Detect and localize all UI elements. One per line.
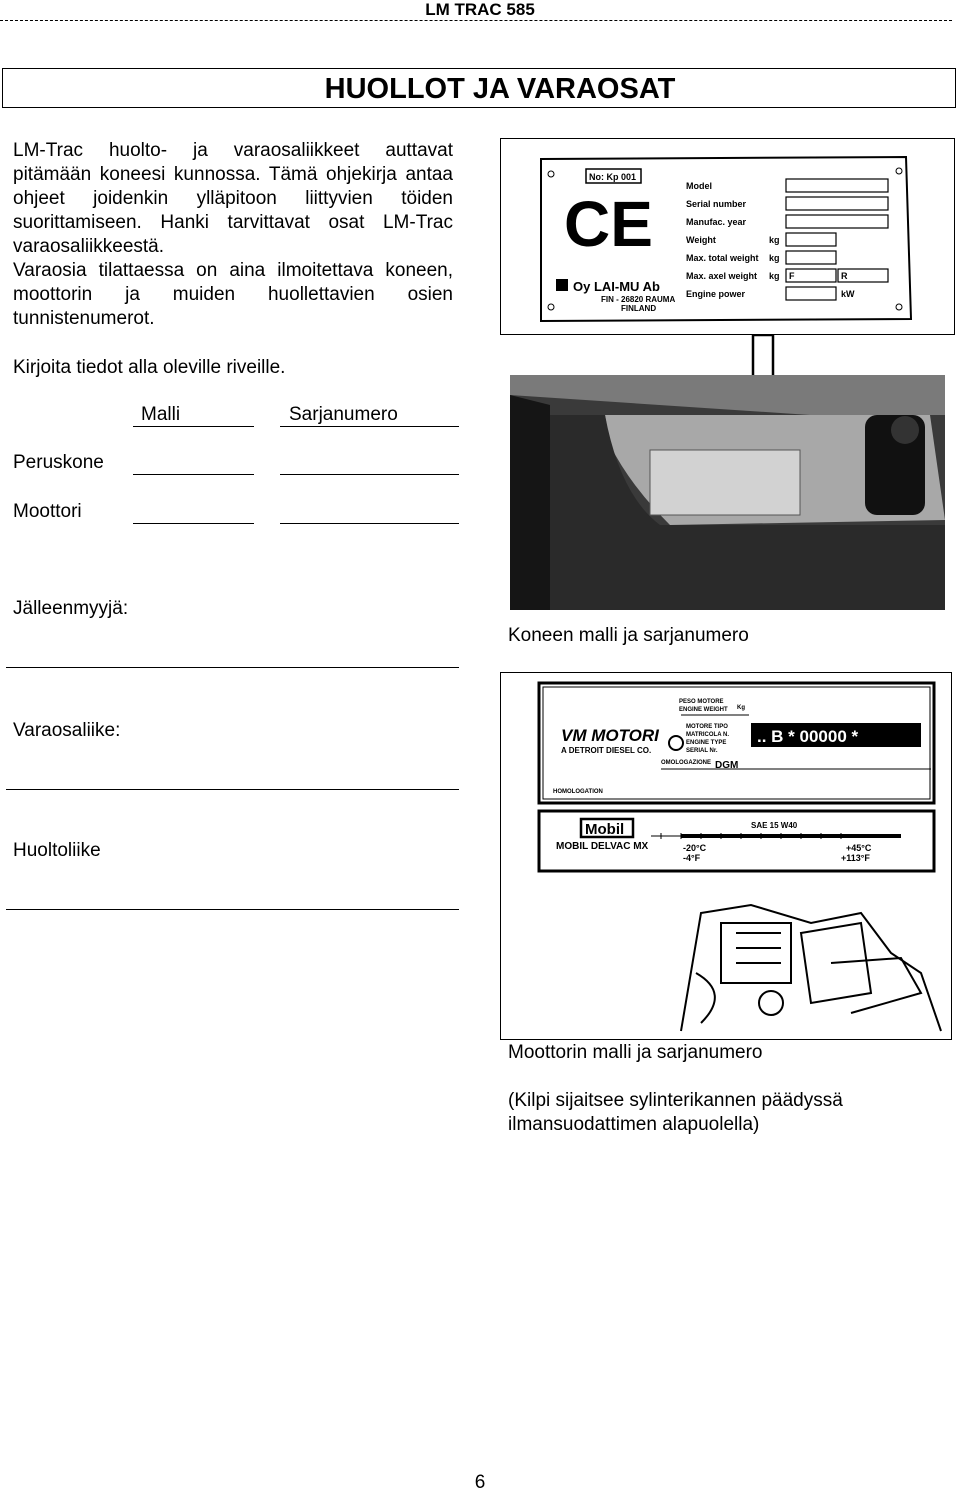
maker-name-text: Oy LAI-MU Ab	[573, 279, 660, 294]
unit-total-kg: kg	[769, 253, 780, 263]
oil-brand-text: Mobil	[585, 821, 625, 838]
homologation-text: HOMOLOGATION	[553, 789, 603, 795]
dealer-field[interactable]	[6, 667, 459, 668]
kg-text: Kg	[737, 705, 745, 711]
unit-front-axle: F	[789, 271, 795, 281]
plate-field-weight: Weight	[686, 235, 716, 245]
dealer-label: Jälleenmyyjä:	[13, 598, 129, 619]
plate-field-engine-power: Engine power	[686, 289, 746, 299]
maker-logo-icon	[556, 279, 568, 291]
plate-number-text: No: Kp 001	[589, 172, 637, 182]
intro-paragraph-3: Kirjoita tiedot alla oleville riveille.	[13, 357, 286, 378]
engine-brand-sub-text: A DETROIT DIESEL CO.	[561, 746, 652, 755]
page-header-title: LM TRAC 585	[425, 0, 535, 19]
omologazione-text: OMOLOGAZIONE	[661, 760, 711, 766]
engine-weight-text: ENGINE WEIGHT	[679, 707, 728, 713]
maker-country-text: FINLAND	[621, 304, 657, 313]
engine-sketch	[681, 905, 941, 1031]
engine-plate-location-note: (Kilpi sijaitsee sylinterikannen päädyssä ilmansuodattimen alapuolella)	[508, 1090, 843, 1135]
header-divider	[0, 20, 952, 21]
engine-type-text: ENGINE TYPE	[686, 740, 727, 746]
engine-serial-field[interactable]	[280, 523, 459, 524]
oil-temp-high-c: +45°C	[846, 843, 872, 853]
maker-address-text: FIN - 26820 RAUMA	[601, 295, 676, 304]
motore-tipo-text: MOTORE TIPO	[686, 724, 728, 730]
engine-plate-figure	[500, 672, 952, 1040]
model-header-line	[133, 426, 254, 427]
serial-nr-text: SERIAL Nr.	[686, 748, 718, 754]
parts-shop-field[interactable]	[6, 789, 459, 790]
column-label-model: Malli	[141, 404, 181, 425]
machine-plate-location-photo	[510, 375, 945, 610]
service-shop-field[interactable]	[6, 909, 459, 910]
oil-name-text: MOBIL DELVAC MX	[556, 841, 649, 852]
column-label-serial: Sarjanumero	[289, 404, 398, 425]
oil-temp-low-f: -4°F	[683, 853, 701, 863]
base-model-field[interactable]	[133, 474, 254, 475]
parts-shop-label: Varaosaliike:	[13, 720, 121, 741]
unit-power-kw: kW	[841, 289, 855, 299]
oil-temp-low-c: -20°C	[683, 843, 707, 853]
plate-field-serial: Serial number	[686, 199, 747, 209]
row-label-base-machine: Peruskone	[13, 452, 104, 473]
engine-model-field[interactable]	[133, 523, 254, 524]
oil-sae-text: SAE 15 W40	[751, 821, 798, 830]
unit-rear-axle: R	[841, 271, 848, 281]
matricola-text: MATRICOLA N.	[686, 732, 729, 738]
plate-field-total-weight: Max. total weight	[686, 253, 759, 263]
intro-paragraph-1: LM-Trac huolto- ja varaosaliikkeet auttavat pitämään koneesi kunnossa. Tämä ohjekirja antaa ohjeet joidenkin ylläpitoon liittyvien töiden suorittamiseen. Hanki tarvittavat osat LM-Trac varaosaliikkeestä.	[13, 140, 453, 257]
base-serial-field[interactable]	[280, 474, 459, 475]
page-number: 6	[474, 1472, 486, 1493]
unit-weight-kg: kg	[769, 235, 780, 245]
serial-header-line	[280, 426, 459, 427]
engine-serial-code: .. B * 00000 *	[757, 727, 859, 746]
engine-brand-text: VM MOTORI	[561, 726, 659, 745]
dgm-text: DGM	[715, 760, 739, 771]
plate-field-axel-weight: Max. axel weight	[686, 271, 758, 281]
plate-field-model: Model	[686, 181, 712, 191]
unit-axel-kg: kg	[769, 271, 780, 281]
plate-field-year: Manufac. year	[686, 217, 747, 227]
service-shop-label: Huoltoliike	[13, 840, 101, 861]
machine-plate-caption: Koneen malli ja sarjanumero	[508, 625, 749, 646]
engine-plate-caption: Moottorin malli ja sarjanumero	[508, 1042, 763, 1063]
machine-plate-figure	[500, 138, 955, 335]
oil-temp-high-f: +113°F	[841, 853, 870, 863]
intro-paragraph-2: Varaosia tilattaessa on aina ilmoitettava koneen, moottorin ja muiden huollettavien osien tunnistenumerot.	[13, 260, 453, 329]
row-label-engine: Moottori	[13, 501, 82, 522]
machine-plate-drawing	[501, 139, 954, 334]
ce-mark-icon: CE	[564, 188, 653, 260]
section-title: HUOLLOT JA VARAOSAT	[324, 73, 676, 105]
peso-motore-text: PESO MOTORE	[679, 699, 724, 705]
engine-plate-drawing	[501, 673, 951, 1039]
